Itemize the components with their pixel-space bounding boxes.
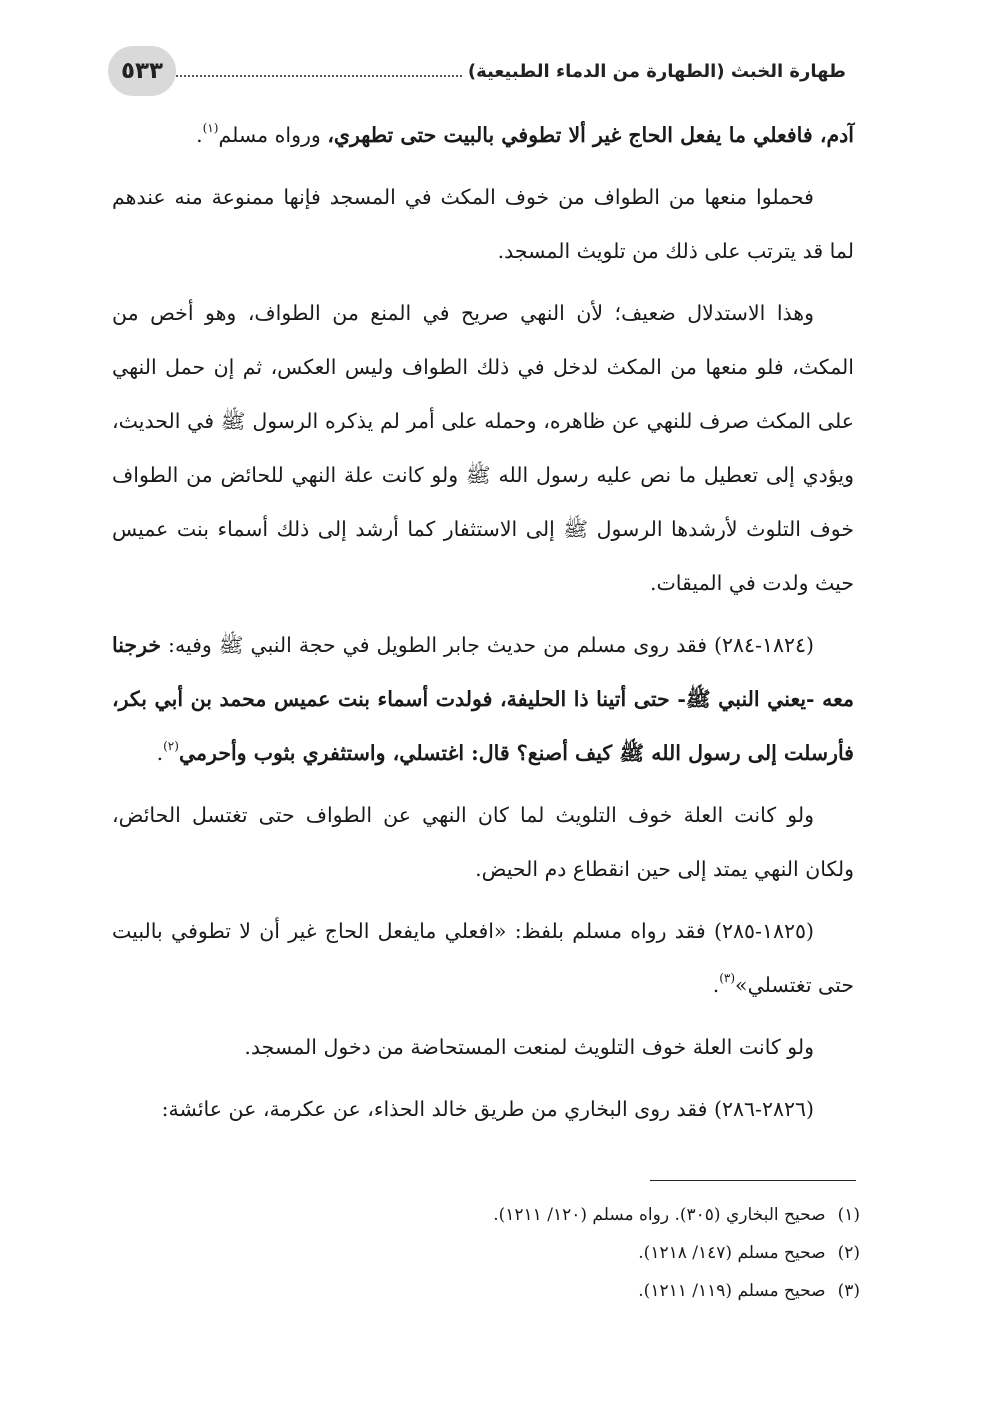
footnote-1 bbox=[200, 1196, 860, 1234]
paragraph-text: (١٨٢٥-٢٨٥) فقد رواه مسلم بلفظ: «افعلي مايفعل الحاج غير أن لا تطوفي بالبيت حتى تغتسلي» bbox=[112, 919, 854, 997]
footnote-2 bbox=[200, 1234, 860, 1272]
paragraph-tail: . bbox=[712, 973, 720, 997]
paragraph-8: (٢٨٢٦-٢٨٦) فقد روى البخاري من طريق خالد الحذاء، عن عكرمة، عن عائشة: bbox=[161, 1097, 814, 1121]
paragraph-2: فحملوا منعها من الطواف من خوف المكث في المسجد فإنها ممنوعة منه عندهم لما قد يترتب على ذلك من تلويث المسجد. bbox=[112, 185, 854, 263]
footnote-3 bbox=[200, 1272, 860, 1310]
paragraph-text: ورواه مسلم bbox=[218, 123, 328, 147]
header-dot-leader bbox=[176, 75, 462, 77]
main-text bbox=[112, 108, 854, 1144]
paragraph-4 bbox=[112, 618, 854, 780]
hadith-quote: آدم، فافعلي ما يفعل الحاج غير ألا تطوفي بالبيت حتى تطهري، bbox=[327, 123, 854, 147]
footnote-separator bbox=[650, 1180, 856, 1181]
paragraph-tail: . bbox=[196, 123, 203, 147]
paragraph-5: ولو كانت العلة خوف التلويث لما كان النهي عن الطواف حتى تغتسل الحائض، ولكان النهي يمتد إلى حين انقطاع دم الحيض. bbox=[112, 803, 854, 881]
footnote-text: صحيح مسلم (١٤٧/ ١٢١٨). bbox=[638, 1243, 826, 1263]
footnote-number: (٣) bbox=[837, 1281, 860, 1301]
footnote-text: صحيح البخاري (٣٠٥). رواه مسلم (١٢٠/ ١٢١١). bbox=[493, 1205, 826, 1225]
running-title: طهارة الخبث (الطهارة من الدماء الطبيعية) bbox=[467, 60, 846, 82]
paragraph-6 bbox=[112, 904, 854, 1012]
footnotes bbox=[200, 1196, 860, 1310]
paragraph-tail: . bbox=[156, 741, 164, 765]
footnote-number: (٢) bbox=[837, 1243, 860, 1263]
paragraph-text: (١٨٢٤-٢٨٤) فقد روى مسلم من حديث جابر الطويل في حجة النبي ﷺ وفيه: bbox=[161, 633, 814, 657]
running-header bbox=[176, 54, 846, 88]
page-number: ٥٣٣ bbox=[108, 46, 176, 96]
footnote-ref-1: (١) bbox=[202, 121, 219, 135]
paragraph-7: ولو كانت العلة خوف التلويث لمنعت المستحاضة من دخول المسجد. bbox=[244, 1035, 814, 1059]
footnote-ref-2: (٢) bbox=[163, 739, 179, 753]
footnote-text: صحيح مسلم (١١٩/ ١٢١١). bbox=[638, 1281, 826, 1301]
footnote-ref-3: (٣) bbox=[719, 971, 736, 985]
footnote-number: (١) bbox=[837, 1205, 860, 1225]
paragraph-3: وهذا الاستدلال ضعيف؛ لأن النهي صريح في المنع من الطواف، وهو أخص من المكث، فلو منعها من المكث لدخل في ذلك الطواف وليس العكس، ثم إن حمل النهي على المكث صرف للنهي عن ظاهره، وحمله على أمر لم يذكره الرسول ﷺ في الحديث، ويؤدي إلى تعطيل ما نص عليه رسول الله ﷺ ولو كانت علة النهي للحائض من الطواف خوف التلوث لأرشدها الرسول ﷺ إلى الاستثفار كما أرشد إلى ذلك أسماء بنت عميس حيث ولدت في الميقات. bbox=[112, 301, 854, 595]
paragraph-1 bbox=[112, 108, 854, 162]
hadith-quote: خرجنا معه -يعني النبي ﷺ- حتى أتينا ذا الحليفة، فولدت أسماء بنت عميس محمد بن أبي بكر، فأرسلت إلى رسول الله ﷺ كيف أصنع؟ قال: اغتسلي، واستثفري بثوب وأحرمي bbox=[112, 633, 854, 765]
